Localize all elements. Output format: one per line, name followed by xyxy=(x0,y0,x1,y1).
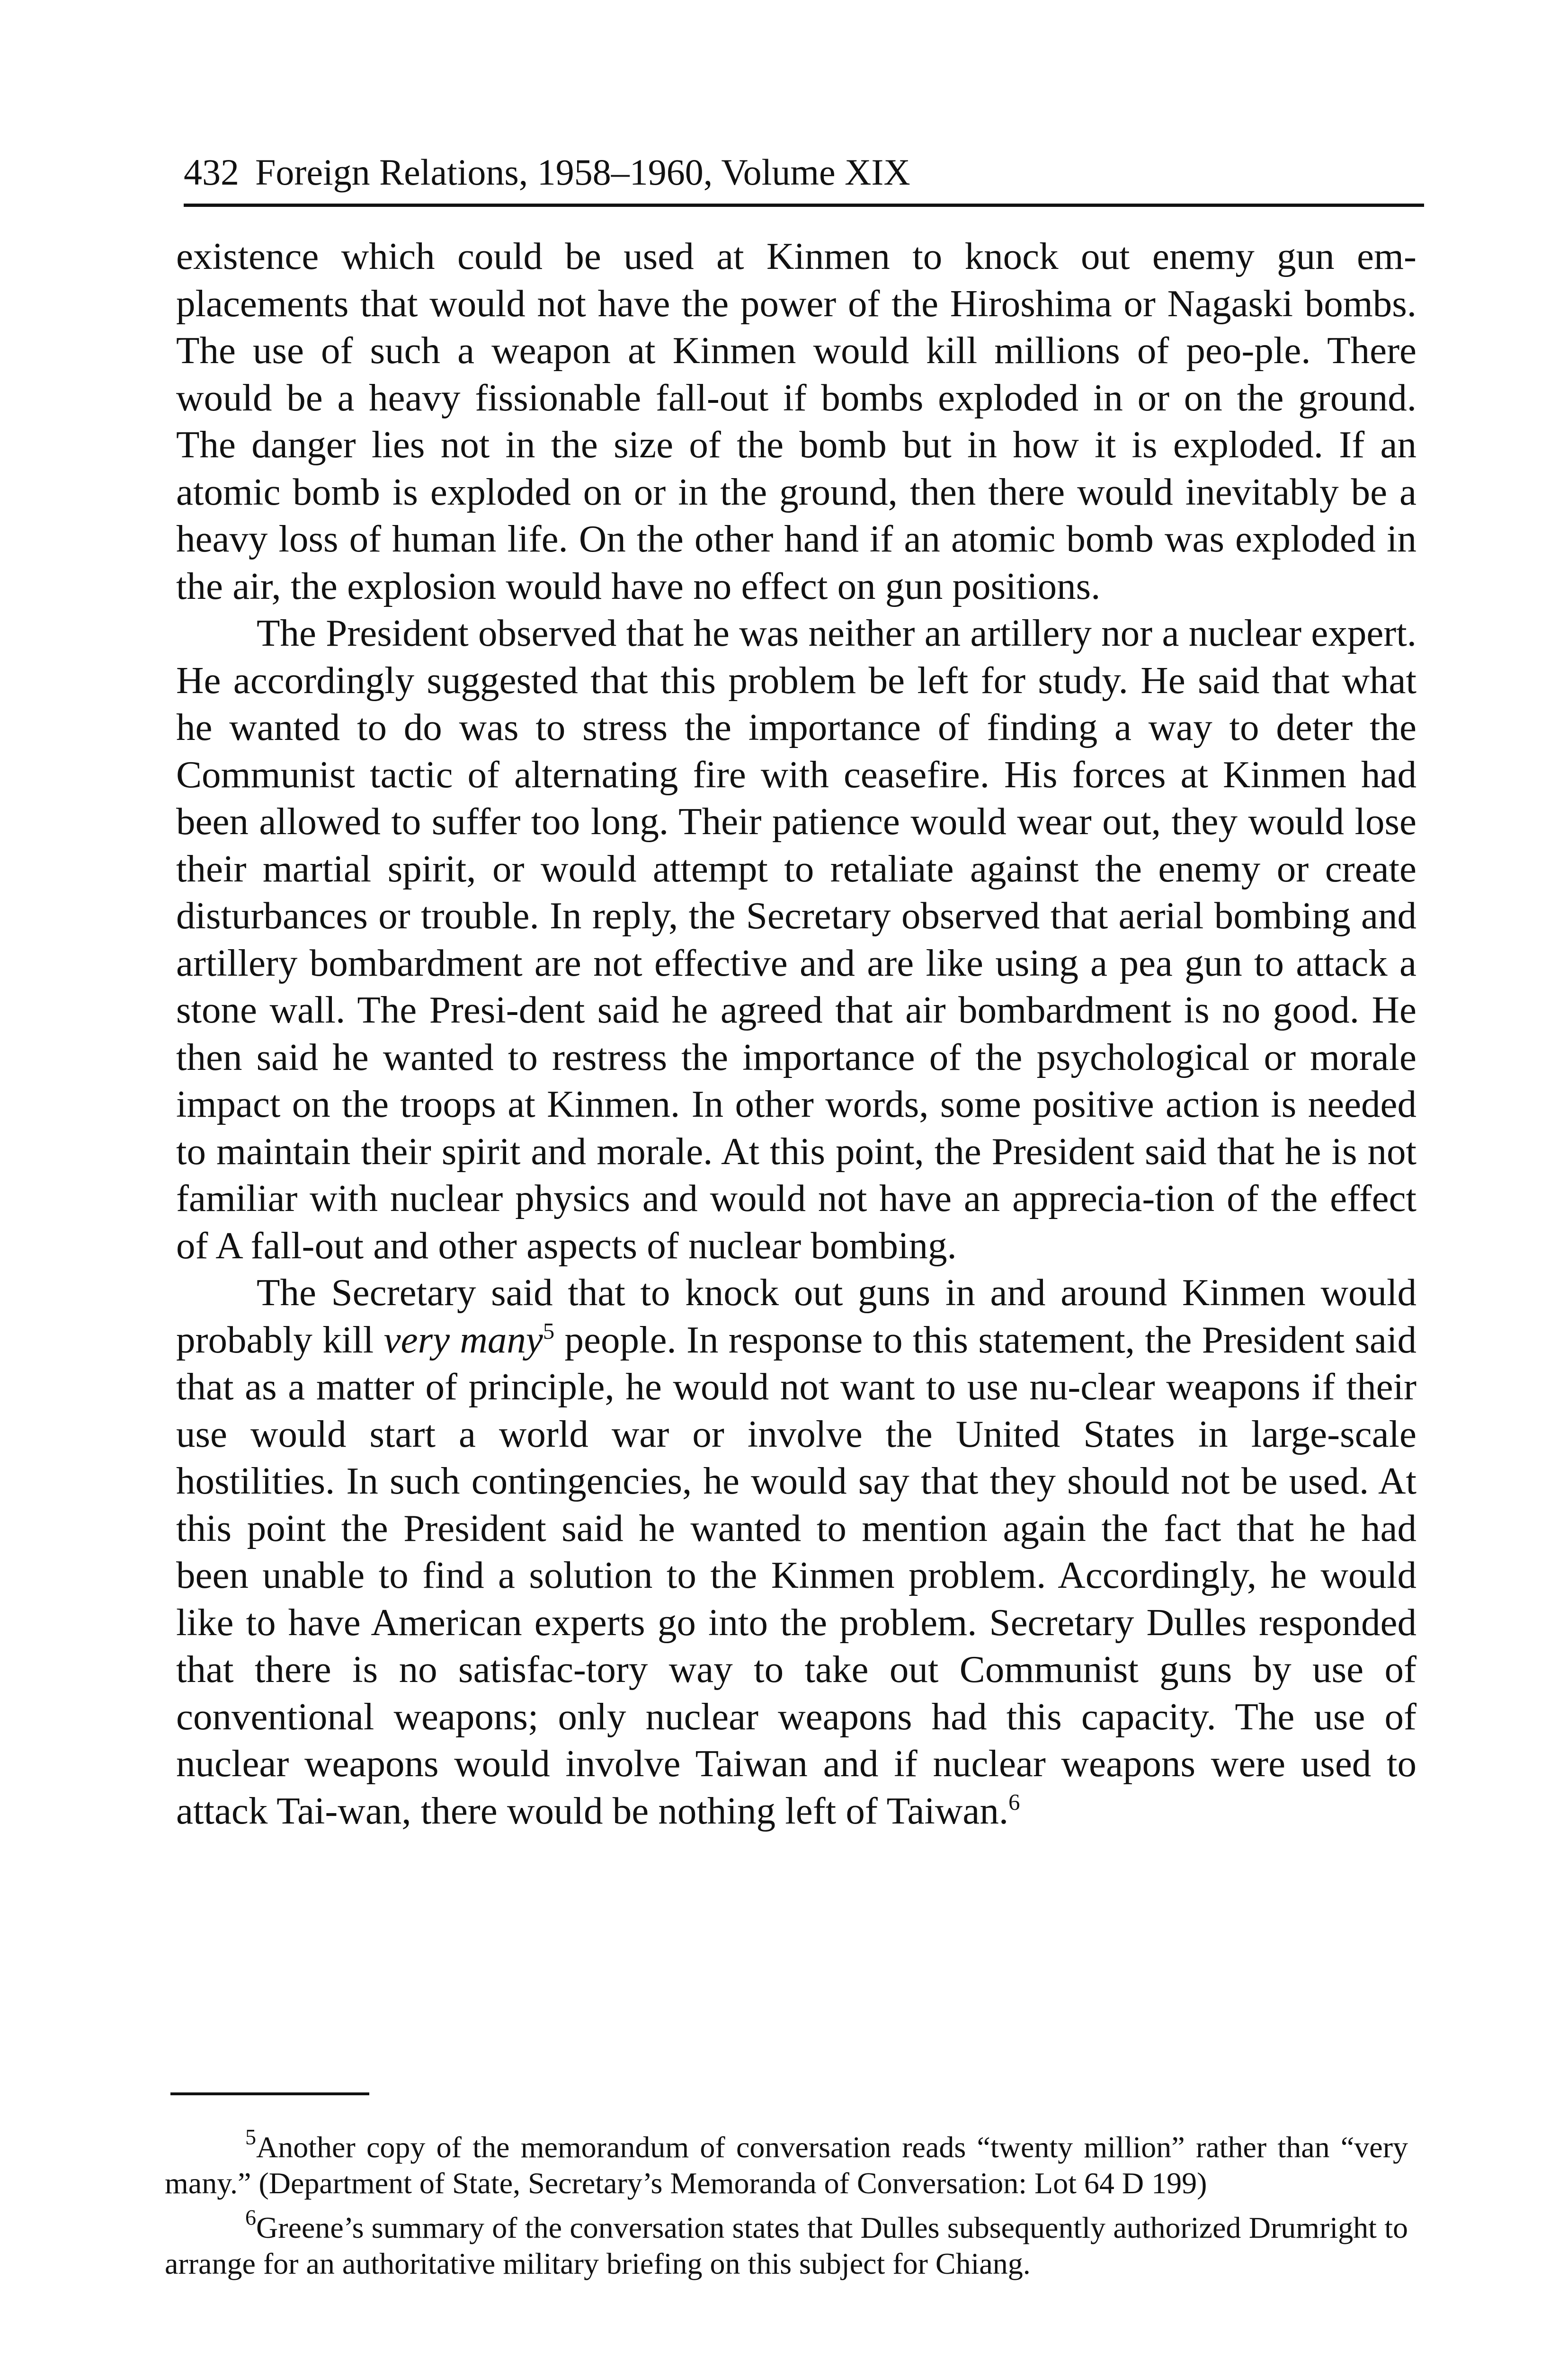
body-paragraph-2: The President observed that he was neither an artillery nor a nuclear expert. He accordingly suggested that this problem be left for study. He said that what he wanted to do was to stress the importance of finding a way to deter the Communist tactic of alternating fire with ceasefire. His forces at Kinmen had been allowed to suffer too long. Their patience would wear out, they would lose their martial spirit, or would attempt to retaliate against the enemy or create disturbances or trouble. In reply, the Secretary observed that aerial bombing and artillery bombardment are not effective and are like using a pea gun to attack a stone wall. The Presi-dent said he agreed that air bombardment is no good. He then said he wanted to restress the importance of the psychological or morale impact on the troops at Kinmen. In other words, some positive action is needed to maintain their spirit and morale. At this point, the President said that he is not familiar with nuclear physics and would not have an apprecia-tion of the effect of A fall-out and other aspects of nuclear bombing. xyxy=(176,612,1417,1267)
footnote-6-number: 6 xyxy=(245,2205,257,2230)
running-head xyxy=(184,141,1396,204)
body-paragraph-3-part-2: people. In response to this statement, the President said that as a matter of principle, he would not want to use nu-clear weapons if their use would start a world war or involve the United States in large-scale hostilities. In such contingencies, he would say that they should not be used. At this point the President said he wanted to mention again the fact that he had been unable to find a solution to the Kinmen problem. Accordingly, he would like to have American experts go into the problem. Secretary Dulles responded that there is no satisfac-tory way to take out Communist guns by use of conventional weapons; only nuclear weapons had this capacity. The use of nuclear weapons would involve Taiwan and if nuclear weapons were used to attack Tai-wan, there would be nothing left of Taiwan. xyxy=(176,1318,1417,1832)
footnote-5-text: Another copy of the memorandum of conversation reads “twenty million” rather than “very many.” (Department of State, Secretary’s Memoranda of Conversation: Lot 64 D 199) xyxy=(165,2130,1408,2200)
header-rule xyxy=(184,204,1424,207)
page-number: 432 xyxy=(184,151,239,193)
footnotes xyxy=(165,2125,1408,2290)
body-paragraph-3-part-1: The Secretary said that to knock out guns in and around Kinmen would probably kill xyxy=(176,1271,1417,1361)
body-text xyxy=(176,233,1417,1834)
footnote-reference-5: 5 xyxy=(543,1318,555,1344)
footnote-reference-6: 6 xyxy=(1008,1789,1020,1815)
footnote-6 xyxy=(165,2205,1408,2282)
footnote-5 xyxy=(165,2125,1408,2201)
body-paragraph-3-emphasis: very many xyxy=(383,1318,543,1361)
footnote-5-number: 5 xyxy=(245,2125,257,2149)
body-paragraph-1: existence which could be used at Kinmen to knock out enemy gun em-placements that would not have the power of the Hiroshima or Nagaski bombs. The use of such a weapon at Kinmen would kill millions of peo-ple. There would be a heavy fissionable fall-out if bombs exploded in or on the ground. The danger lies not in the size of the bomb but in how it is exploded. If an atomic bomb is exploded on or in the ground, then there would inevitably be a heavy loss of human life. On the other hand if an atomic bomb was exploded in the air, the explosion would have no effect on gun positions. xyxy=(176,235,1417,607)
body-paragraph-3 xyxy=(176,1269,1417,1834)
footnote-rule xyxy=(170,2092,369,2095)
running-head-title: Foreign Relations, 1958–1960, Volume XIX xyxy=(255,151,910,193)
footnote-6-text: Greene’s summary of the conversation states that Dulles subsequently authorized Drumright to arrange for an authoritative military briefing on this subject for Chiang. xyxy=(165,2211,1408,2280)
